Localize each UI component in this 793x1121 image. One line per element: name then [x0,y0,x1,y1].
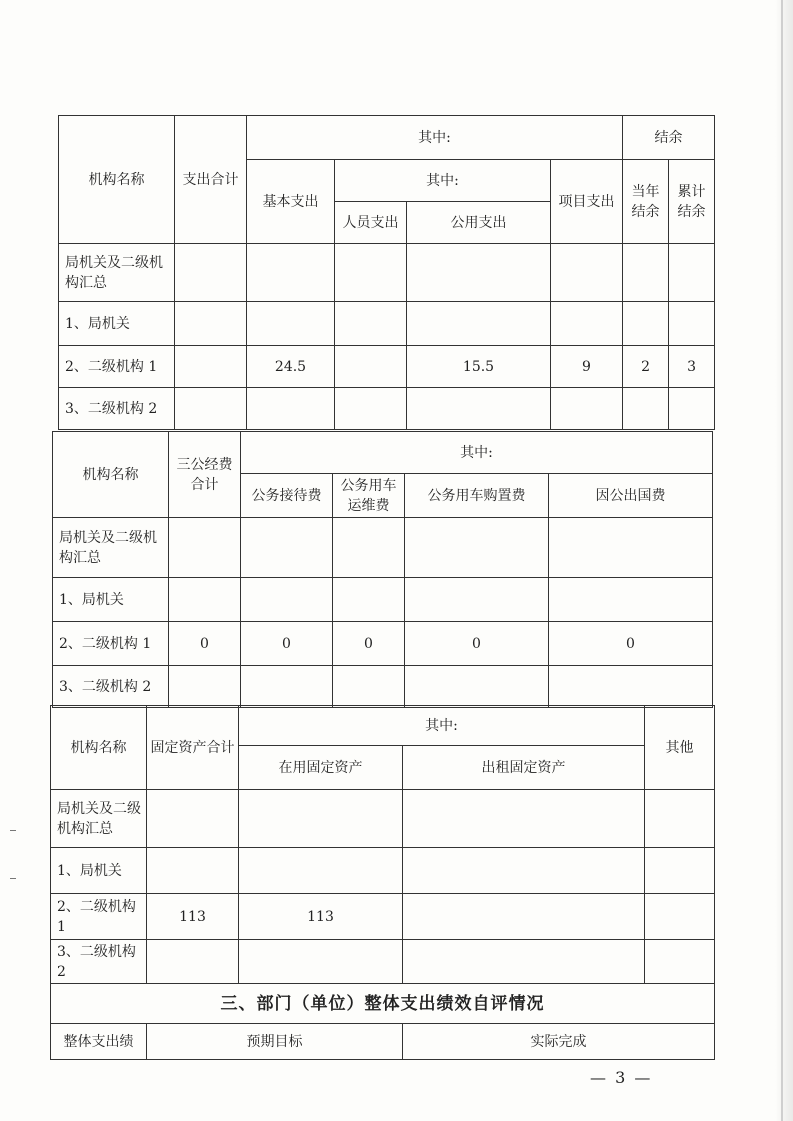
header-other: 其他 [645,706,715,790]
table-row [53,666,713,708]
table-row [59,244,715,302]
header-abroad-fee: 因公出国费 [549,474,713,518]
value-cell [333,578,405,622]
value-cell [623,244,669,302]
value-cell [551,244,623,302]
value-cell [645,790,715,848]
value-cell [407,244,551,302]
value-cell [669,244,715,302]
header-personnel-expenditure: 人员支出 [335,202,407,244]
value-cell [147,940,239,984]
value-cell [241,666,333,708]
value-cell [403,894,645,940]
value-cell [335,302,407,346]
section-heading: 三、部门（单位）整体支出绩效自评情况 [51,984,715,1024]
header-org-name: 机构名称 [51,706,147,790]
header-public-expenditure: 公用支出 [407,202,551,244]
table-row [53,622,713,666]
header-car-maintenance-fee: 公务用车运维费 [333,474,405,518]
org-name-cell: 2、二级机构 1 [51,894,147,940]
margin-tick [10,830,16,831]
value-cell: 0 [549,622,713,666]
header-total-expenditure: 支出合计 [175,116,247,244]
value-cell [645,894,715,940]
value-cell: 0 [169,622,241,666]
page-edge-shadow [775,0,793,1121]
header-in-use-fixed-assets: 在用固定资产 [239,746,403,790]
value-cell [241,578,333,622]
performance-col-label: 整体支出绩 [51,1024,147,1060]
margin-tick [10,878,16,879]
value-cell [247,302,335,346]
value-cell [239,940,403,984]
value-cell [147,848,239,894]
table-row [51,894,715,940]
org-name-cell: 3、二级机构 2 [53,666,169,708]
actual-completion-label: 实际完成 [403,1024,715,1060]
header-accumulated-surplus: 累计结余 [669,160,715,244]
value-cell [549,518,713,578]
expected-goal-label: 预期目标 [147,1024,403,1060]
table-row [53,518,713,578]
header-fixed-assets-total: 固定资产合计 [147,706,239,790]
header-among: 其中: [241,432,713,474]
value-cell [623,388,669,430]
table-row [51,790,715,848]
value-cell [333,518,405,578]
org-name-cell: 局机关及二级机构汇总 [59,244,175,302]
value-cell [407,388,551,430]
value-cell [169,578,241,622]
page-edge-line [781,0,783,1121]
table-row [51,848,715,894]
header-surplus: 结余 [623,116,715,160]
org-name-cell: 2、二级机构 1 [59,346,175,388]
value-cell [335,244,407,302]
value-cell [405,666,549,708]
header-among: 其中: [247,116,623,160]
value-cell [669,302,715,346]
header-car-purchase-fee: 公务用车购置费 [405,474,549,518]
value-cell [551,388,623,430]
fixed-assets-table [50,705,715,1060]
header-among-basic: 其中: [335,160,551,202]
header-org-name: 机构名称 [53,432,169,518]
value-cell [239,790,403,848]
value-cell [247,244,335,302]
value-cell [175,388,247,430]
value-cell [645,940,715,984]
value-cell: 113 [239,894,403,940]
value-cell: 0 [241,622,333,666]
value-cell [147,790,239,848]
header-among: 其中: [239,706,645,746]
value-cell [405,518,549,578]
value-cell [175,302,247,346]
value-cell [241,518,333,578]
value-cell [175,346,247,388]
org-name-cell: 2、二级机构 1 [53,622,169,666]
header-current-surplus: 当年结余 [623,160,669,244]
value-cell [407,302,551,346]
table-row [59,388,715,430]
org-name-cell: 1、局机关 [53,578,169,622]
header-rented-fixed-assets: 出租固定资产 [403,746,645,790]
header-reception-fee: 公务接待费 [241,474,333,518]
value-cell [403,940,645,984]
header-project-expenditure: 项目支出 [551,160,623,244]
value-cell: 2 [623,346,669,388]
value-cell [645,848,715,894]
header-org-name: 机构名称 [59,116,175,244]
header-basic-expenditure: 基本支出 [247,160,335,244]
value-cell [403,848,645,894]
value-cell [247,388,335,430]
table-row [59,346,715,388]
value-cell [403,790,645,848]
value-cell [405,578,549,622]
value-cell [551,302,623,346]
value-cell: 9 [551,346,623,388]
value-cell: 0 [405,622,549,666]
value-cell [169,518,241,578]
page-number: — 3 — [590,1068,653,1087]
table-row [51,940,715,984]
org-name-cell: 3、二级机构 2 [51,940,147,984]
value-cell: 113 [147,894,239,940]
expenditure-table [58,115,715,430]
value-cell: 3 [669,346,715,388]
table-row [53,578,713,622]
header-three-public-total: 三公经费合计 [169,432,241,518]
value-cell [335,346,407,388]
value-cell: 24.5 [247,346,335,388]
value-cell: 15.5 [407,346,551,388]
org-name-cell: 局机关及二级机构汇总 [51,790,147,848]
value-cell [169,666,241,708]
value-cell [623,302,669,346]
value-cell [549,578,713,622]
table-row [59,302,715,346]
org-name-cell: 3、二级机构 2 [59,388,175,430]
value-cell [335,388,407,430]
value-cell [333,666,405,708]
org-name-cell: 1、局机关 [59,302,175,346]
value-cell [549,666,713,708]
value-cell [239,848,403,894]
org-name-cell: 1、局机关 [51,848,147,894]
three-public-expenses-table [52,431,713,708]
org-name-cell: 局机关及二级机构汇总 [53,518,169,578]
value-cell [175,244,247,302]
value-cell [669,388,715,430]
value-cell: 0 [333,622,405,666]
